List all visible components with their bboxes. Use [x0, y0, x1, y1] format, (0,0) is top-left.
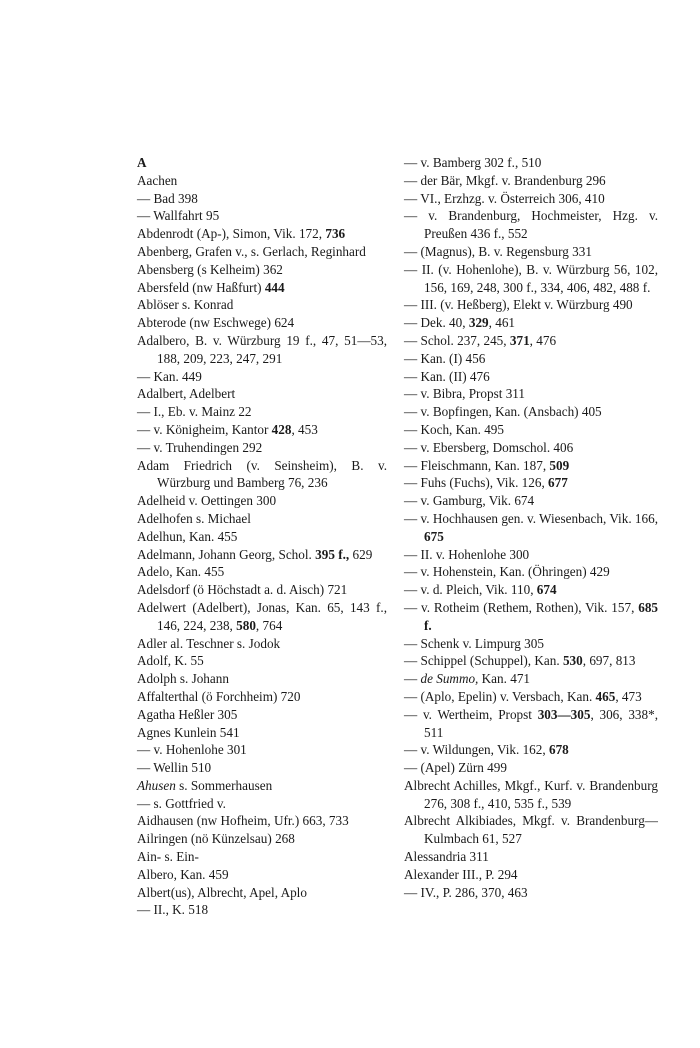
- index-entry: [137, 866, 387, 884]
- entry-text: Aachen: [137, 172, 178, 188]
- index-entry: [137, 528, 387, 546]
- index-entry: [137, 884, 387, 902]
- index-entry: [137, 759, 387, 777]
- entry-text: Ablöser s. Konrad: [137, 297, 234, 313]
- entry-text: — II., K. 518: [137, 902, 209, 918]
- page-ref-bold: 465: [595, 688, 616, 704]
- entry-text: — (Aplo, Epelin) v. Versbach, Kan.: [404, 688, 596, 704]
- index-entry: [137, 492, 387, 510]
- entry-text: — Koch, Kan. 495: [404, 421, 504, 437]
- index-entry: [404, 884, 658, 902]
- entry-text: — Bad 398: [137, 190, 198, 206]
- index-entry: [404, 421, 658, 439]
- index-entry: [404, 652, 658, 670]
- entry-text: 629: [349, 546, 373, 562]
- index-entry: [137, 795, 387, 813]
- entry-text: Agatha Heßler 305: [137, 706, 238, 722]
- entry-text: — Fleischmann, Kan. 187,: [404, 457, 550, 473]
- index-entry: [404, 172, 658, 190]
- entry-text: — Kan. (I) 456: [404, 350, 486, 366]
- index-entry: [404, 777, 658, 813]
- entry-text: Abersfeld (nw Haßfurt): [137, 279, 265, 295]
- entry-text: — v. Königheim, Kantor: [137, 421, 272, 437]
- page-ref-bold: 395 f.,: [315, 546, 350, 562]
- entry-text: Adler al. Teschner s. Jodok: [137, 635, 281, 651]
- entry-text: — v. Hohenlohe 301: [137, 742, 247, 758]
- entry-text: — (Apel) Zürn 499: [404, 760, 507, 776]
- entry-text: , 306, 338*, 511: [424, 706, 658, 740]
- index-entry: [404, 385, 658, 403]
- index-entry: [137, 777, 387, 795]
- entry-text: Agnes Kunlein 541: [137, 724, 240, 740]
- entry-text: — der Bär, Mkgf. v. Brandenburg 296: [404, 172, 606, 188]
- index-entry: [404, 688, 658, 706]
- page-ref-bold: 580: [236, 617, 256, 633]
- index-entry: [404, 741, 658, 759]
- entry-text: — VI., Erzhzg. v. Österreich 306, 410: [404, 190, 605, 206]
- index-column-right: [404, 154, 658, 901]
- index-entry: [137, 848, 387, 866]
- entry-text: — v. Hochhausen gen. v. Wiesenbach, Vik. 166,: [404, 510, 658, 526]
- entry-text: Aidhausen (nw Hofheim, Ufr.) 663, 733: [137, 813, 349, 829]
- index-entry: [404, 599, 658, 635]
- index-entry: [404, 812, 658, 848]
- page-ref-bold: 685 f.: [424, 599, 658, 633]
- index-entry: [404, 546, 658, 564]
- entry-text: Kan. 471: [478, 671, 531, 687]
- index-entry: [137, 172, 387, 190]
- entry-text: Abenberg, Grafen v., s. Gerlach, Reginhard: [137, 243, 366, 259]
- entry-text: Abterode (nw Eschwege) 624: [137, 315, 295, 331]
- index-entry: [137, 368, 387, 386]
- index-entry: [137, 724, 387, 742]
- index-entry: [137, 457, 387, 493]
- page-ref-bold: 736: [325, 226, 346, 242]
- entry-text: Adalbero, B. v. Würzburg 19 f., 47, 51—53, 188, 209, 223, 247, 291: [137, 332, 387, 366]
- entry-text: Albrecht Achilles, Mkgf., Kurf. v. Brandenburg 276, 308 f., 410, 535 f., 539: [404, 777, 658, 811]
- index-entry: [137, 190, 387, 208]
- index-entry: [404, 670, 658, 688]
- index-entry: [404, 190, 658, 208]
- entry-text: Adam Friedrich (v. Seinsheim), B. v. Würzburg und Bamberg 76, 236: [137, 457, 387, 491]
- index-entry: [404, 848, 658, 866]
- entry-text: , 764: [255, 617, 283, 633]
- page-ref-bold: 675: [424, 528, 444, 544]
- entry-text: — v. Truhendingen 292: [137, 439, 263, 455]
- entry-text: — Schenk v. Limpurg 305: [404, 635, 544, 651]
- entry-text: Adalbert, Adelbert: [137, 386, 236, 402]
- index-entry: [137, 421, 387, 439]
- index-entry: [137, 563, 387, 581]
- page-ref-bold: 444: [264, 279, 285, 295]
- index-entry: [137, 546, 387, 564]
- index-entry: [137, 403, 387, 421]
- entry-text: — v. Ebersberg, Domschol. 406: [404, 439, 574, 455]
- entry-text: — Schippel (Schuppel), Kan.: [404, 653, 563, 669]
- index-entry: [404, 759, 658, 777]
- entry-text: — Wallfahrt 95: [137, 208, 220, 224]
- entry-text: Albrecht Alkibiades, Mkgf. v. Brandenburg—Kulmbach 61, 527: [404, 813, 658, 847]
- index-entry: [404, 403, 658, 421]
- page-ref-bold: 509: [549, 457, 570, 473]
- entry-text: — v. Brandenburg, Hochmeister, Hzg. v. Preußen 436 f., 552: [404, 208, 658, 242]
- page-ref-bold: 303—305: [537, 706, 591, 722]
- entry-text: Alexander III., P. 294: [404, 866, 518, 882]
- entry-text: — v. Rotheim (Rethem, Rothen), Vik. 157,: [404, 599, 639, 615]
- index-entry: [137, 688, 387, 706]
- entry-text: , 476: [529, 332, 557, 348]
- index-entry: [404, 243, 658, 261]
- index-entry: [404, 314, 658, 332]
- entry-text: Albero, Kan. 459: [137, 866, 229, 882]
- index-entry: [404, 563, 658, 581]
- entry-text: — Schol. 237, 245,: [404, 332, 510, 348]
- entry-text: — Kan. 449: [137, 368, 202, 384]
- entry-text: Ailringen (nö Künzelsau) 268: [137, 831, 295, 847]
- entry-text: Adolph s. Johann: [137, 671, 229, 687]
- entry-text: — Kan. (II) 476: [404, 368, 490, 384]
- index-entry: [137, 332, 387, 368]
- entry-text: Ain- s. Ein-: [137, 849, 199, 865]
- entry-text: Affalterthal (ö Forchheim) 720: [137, 688, 301, 704]
- entry-text: —: [404, 671, 421, 687]
- index-entry: [404, 332, 658, 350]
- entry-text: , 697, 813: [582, 653, 636, 669]
- index-entry: [137, 812, 387, 830]
- entry-text: — v. Bibra, Propst 311: [404, 386, 526, 402]
- index-entry: [404, 492, 658, 510]
- index-entry: [404, 706, 658, 742]
- entry-text: Adelwert (Adelbert), Jonas, Kan. 65, 143 f., 146, 224, 238,: [137, 599, 387, 633]
- index-entry: [137, 154, 387, 172]
- entry-text-italic: Ahusen: [137, 777, 176, 793]
- index-entry: [404, 635, 658, 653]
- entry-text: Adelheid v. Oettingen 300: [137, 493, 277, 509]
- entry-text: Albert(us), Albrecht, Apel, Aplo: [137, 884, 307, 900]
- entry-text: — s. Gottfried v.: [137, 795, 226, 811]
- entry-text-italic: de Summo,: [420, 671, 479, 687]
- entry-text: Alessandria 311: [404, 849, 489, 865]
- entry-text: — Dek. 40,: [404, 315, 469, 331]
- index-entry: [404, 261, 658, 297]
- entry-text: Abensberg (s Kelheim) 362: [137, 261, 283, 277]
- entry-text: — Wellin 510: [137, 760, 212, 776]
- entry-text: — I., Eb. v. Mainz 22: [137, 404, 252, 420]
- index-entry: [404, 510, 658, 546]
- entry-text: Adelhofen s. Michael: [137, 510, 251, 526]
- index-entry: [404, 866, 658, 884]
- entry-text: s. Sommerhausen: [175, 777, 273, 793]
- entry-text: Adelo, Kan. 455: [137, 564, 225, 580]
- entry-text: — v. Wildungen, Vik. 162,: [404, 742, 549, 758]
- index-entry: [137, 670, 387, 688]
- index-entry: [137, 439, 387, 457]
- index-entry: [137, 207, 387, 225]
- entry-text: Adolf, K. 55: [137, 653, 204, 669]
- index-entry: [137, 314, 387, 332]
- index-entry: [404, 439, 658, 457]
- entry-text: — (Magnus), B. v. Regensburg 331: [404, 243, 592, 259]
- index-entry: [137, 261, 387, 279]
- index-entry: [137, 225, 387, 243]
- entry-text: — v. Hohenstein, Kan. (Öhringen) 429: [404, 564, 610, 580]
- index-entry: [137, 830, 387, 848]
- page-ref-bold: 530: [562, 653, 583, 669]
- page-ref-bold: 371: [509, 332, 530, 348]
- page-ref-bold: 677: [548, 475, 568, 491]
- page-ref-bold: 674: [536, 582, 557, 598]
- entry-text: — III. (v. Heßberg), Elekt v. Würzburg 490: [404, 297, 633, 313]
- index-entry: [404, 474, 658, 492]
- index-entry: [404, 368, 658, 386]
- index-entry: [404, 350, 658, 368]
- page-ref-bold: A: [137, 155, 147, 170]
- entry-text: — v. d. Pleich, Vik. 110,: [404, 582, 537, 598]
- page-ref-bold: 428: [271, 421, 292, 437]
- index-entry: [404, 581, 658, 599]
- index-entry: [404, 296, 658, 314]
- entry-text: — v. Bopfingen, Kan. (Ansbach) 405: [404, 404, 602, 420]
- entry-text: — v. Gamburg, Vik. 674: [404, 493, 535, 509]
- entry-text: — II. (v. Hohenlohe), B. v. Würzburg 56, 102, 156, 169, 248, 300 f., 334, 406, 482, 488 f.: [404, 261, 658, 295]
- entry-text: — v. Bamberg 302 f., 510: [404, 155, 542, 170]
- index-entry: [137, 706, 387, 724]
- entry-text: — Fuhs (Fuchs), Vik. 126,: [404, 475, 549, 491]
- entry-text: Abdenrodt (Ap-), Simon, Vik. 172,: [137, 226, 326, 242]
- index-entry: [137, 599, 387, 635]
- index-entry: [137, 279, 387, 297]
- entry-text: — v. Wertheim, Propst: [404, 706, 538, 722]
- entry-text: — II. v. Hohenlohe 300: [404, 546, 530, 562]
- index-entry: [137, 635, 387, 653]
- entry-text: , 473: [615, 688, 642, 704]
- index-entry: [404, 457, 658, 475]
- page-ref-bold: 678: [548, 742, 569, 758]
- entry-text: — IV., P. 286, 370, 463: [404, 884, 528, 900]
- index-entry: [137, 243, 387, 261]
- index-entry: [137, 741, 387, 759]
- index-entry: [137, 296, 387, 314]
- index-entry: [137, 652, 387, 670]
- index-entry: [404, 207, 658, 243]
- entry-text: , 461: [488, 315, 515, 331]
- page-ref-bold: 329: [468, 315, 489, 331]
- index-entry: [137, 510, 387, 528]
- entry-text: Adelhun, Kan. 455: [137, 528, 238, 544]
- entry-text: , 453: [291, 421, 318, 437]
- entry-text: Adelsdorf (ö Höchstadt a. d. Aisch) 721: [137, 582, 348, 598]
- index-column-left: [137, 154, 387, 919]
- index-entry: [137, 385, 387, 403]
- index-entry: [137, 901, 387, 919]
- entry-text: Adelmann, Johann Georg, Schol.: [137, 546, 316, 562]
- index-entry: [404, 154, 658, 172]
- index-entry: [137, 581, 387, 599]
